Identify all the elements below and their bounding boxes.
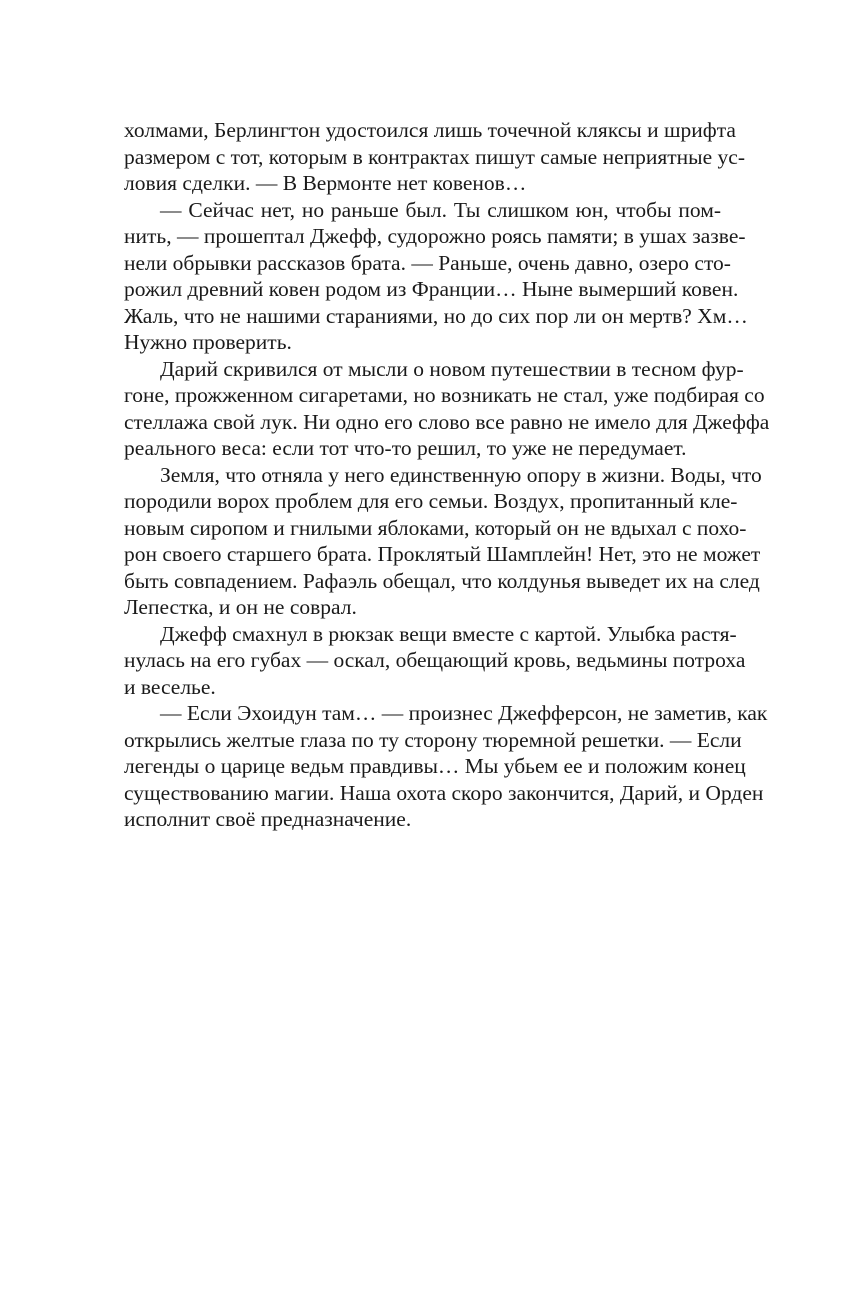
paragraph	[124, 356, 770, 462]
text-line: Джефф смахнул в рюкзак вещи вместе с картой. Улыбка растя-	[160, 621, 737, 646]
text-line: Лепестка, и он не соврал.	[124, 595, 357, 619]
text-line: исполнит своё предназначение.	[124, 807, 412, 831]
text-line: Нужно проверить.	[124, 330, 292, 354]
paragraph	[124, 700, 768, 833]
text-line: быть совпадением. Рафаэль обещал, что колдунья выведет их на след	[124, 568, 760, 593]
text-line: — Если Эхоидун там… — произнес Джефферсон, не заметив, как	[160, 701, 768, 725]
text-line: ловия сделки. — В Вермонте нет ковенов…	[124, 171, 527, 195]
text-line: породили ворох проблем для его семьи. Воздух, пропитанный кле-	[124, 489, 738, 513]
text-line: нели обрывки рассказов брата. — Раньше, очень давно, озеро сто-	[124, 250, 731, 275]
paragraph	[124, 197, 748, 356]
paragraph	[124, 462, 762, 621]
text-line: новым сиропом и гнилыми яблоками, который он не вдыхал с похо-	[124, 515, 747, 540]
paragraph	[124, 621, 746, 701]
text-line: существованию магии. Наша охота скоро закончится, Дарий, и Орден	[124, 780, 764, 805]
text-line: легенды о царице ведьм правдивы… Мы убьем ее и положим конец	[124, 754, 746, 778]
text-line: размером с тот, которым в контрактах пишут самые неприятные ус-	[124, 144, 745, 169]
text-line: и веселье.	[124, 674, 216, 699]
text-line: холмами, Берлингтон удостоился лишь точечной кляксы и шрифта	[124, 118, 736, 142]
text-line: рожил древний ковен родом из Франции… Ныне вымерший ковен.	[124, 277, 739, 301]
text-line: нулась на его губах — оскал, обещающий кровь, ведьмины потроха	[124, 648, 746, 672]
text-line: реального веса: если тот что-то решил, то уже не передумает.	[124, 436, 687, 460]
text-line: нить, — прошептал Джефф, судорожно роясь памяти; в ушах зазве-	[124, 224, 746, 248]
text-line: Земля, что отняла у него единственную опору в жизни. Воды, что	[160, 462, 762, 487]
text-line: Жаль, что не нашими стараниями, но до сих пор ли он мертв? Хм…	[124, 303, 748, 328]
book-page	[124, 117, 770, 833]
text-line: стеллажа свой лук. Ни одно его слово все равно не имело для Джеффа	[124, 409, 770, 434]
text-line: — Сейчас нет, но раньше был. Ты слишком юн, чтобы пом-	[160, 197, 721, 222]
text-line: рон своего старшего брата. Проклятый Шамплейн! Нет, это не может	[124, 542, 761, 566]
paragraph	[124, 117, 745, 197]
text-line: Дарий скривился от мысли о новом путешествии в тесном фур-	[160, 356, 744, 381]
text-line: открылись желтые глаза по ту сторону тюремной решетки. — Если	[124, 727, 742, 752]
text-line: гоне, прожженном сигаретами, но возникать не стал, уже подбирая со	[124, 383, 765, 407]
